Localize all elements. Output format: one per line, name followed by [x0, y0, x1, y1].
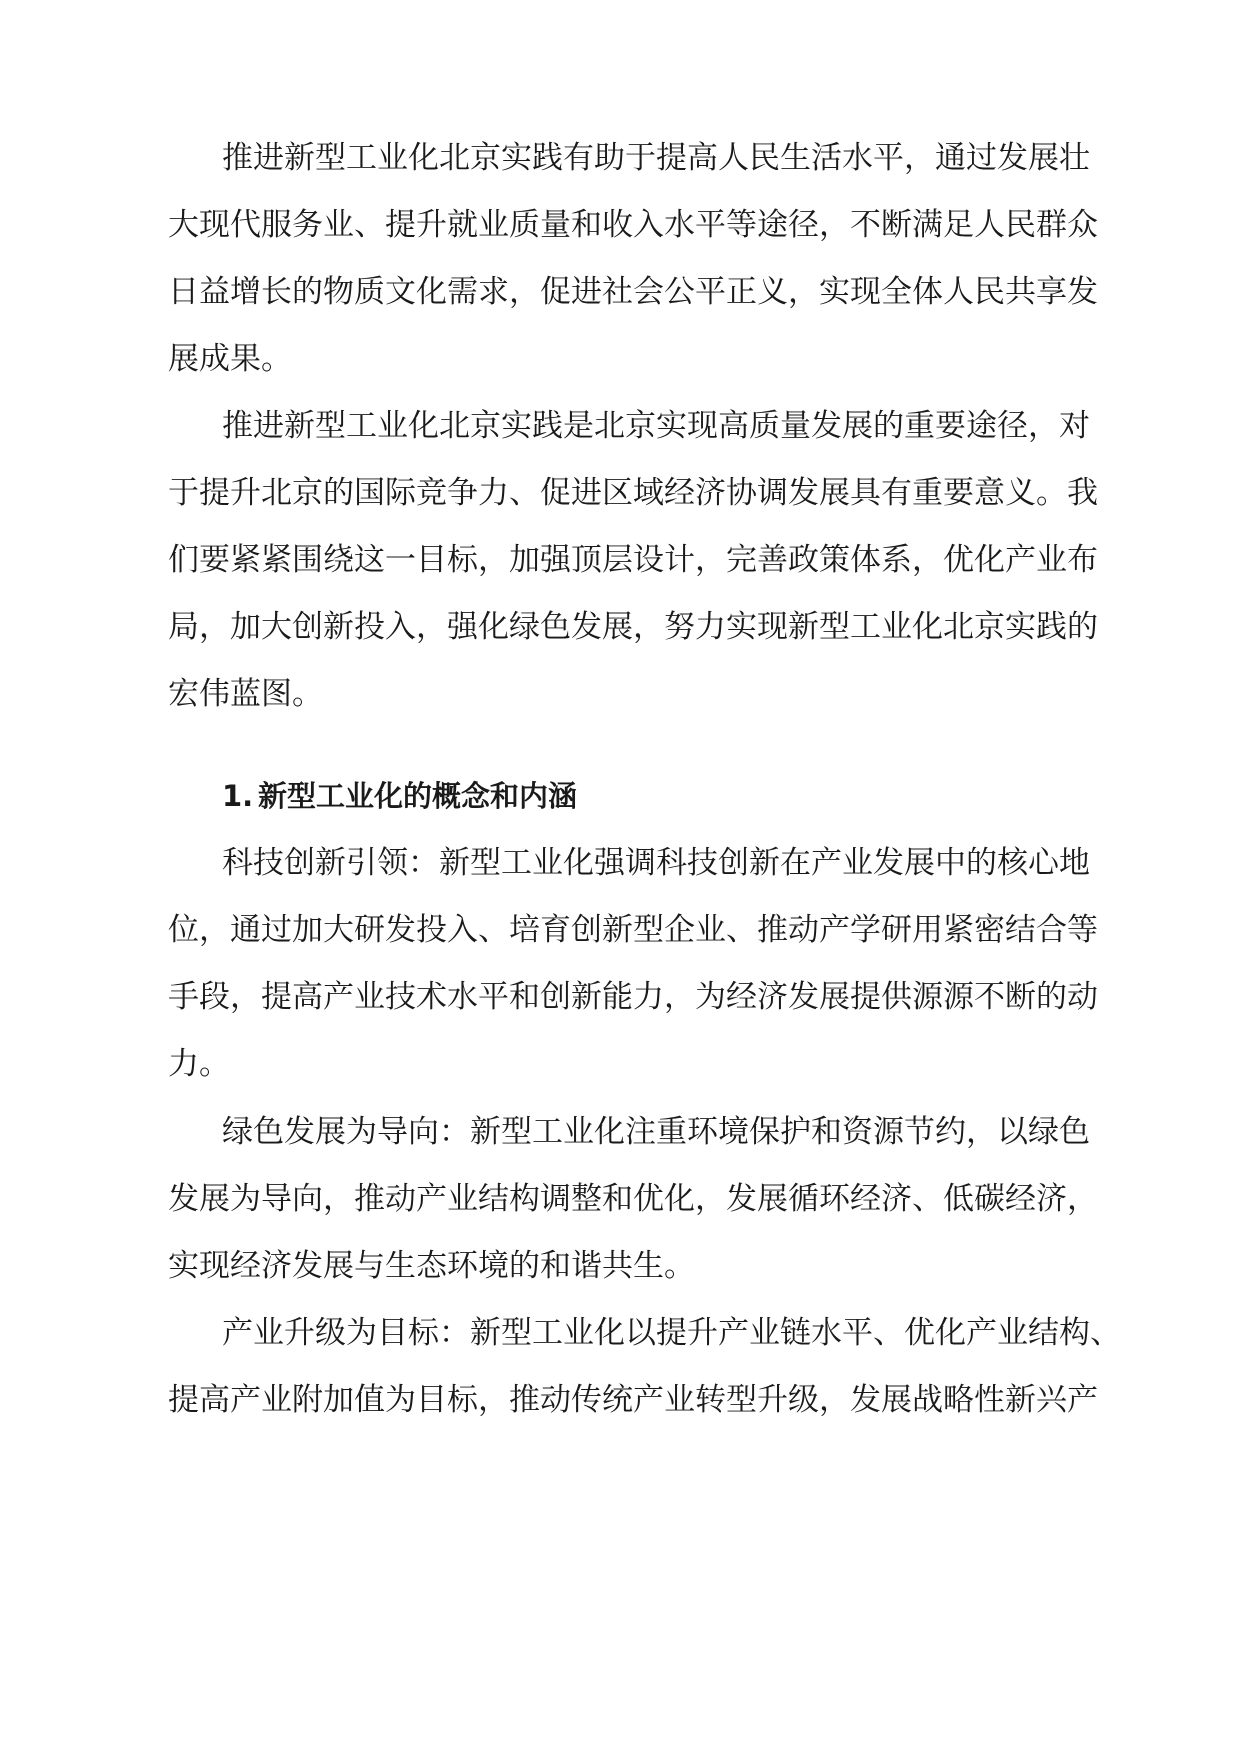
paragraph-line: 产业升级为目标：新型工业化以提升产业链水平、优化产业结构、 — [222, 1315, 1121, 1351]
paragraph-line: 们要紧紧围绕这一目标，加强顶层设计，完善政策体系，优化产业布 — [168, 542, 1098, 578]
paragraph-line: 力。 — [168, 1046, 230, 1082]
paragraph-line: 科技创新引领：新型工业化强调科技创新在产业发展中的核心地 — [222, 845, 1090, 881]
paragraph-line: 大现代服务业、提升就业质量和收入水平等途径，不断满足人民群众 — [168, 207, 1098, 243]
paragraph-line: 展成果。 — [168, 341, 292, 377]
paragraph-line: 发展为导向，推动产业结构调整和优化，发展循环经济、低碳经济， — [168, 1181, 1098, 1217]
paragraph-line: 宏伟蓝图。 — [168, 676, 323, 712]
paragraph-line: 推进新型工业化北京实践是北京实现高质量发展的重要途径，对 — [222, 408, 1090, 444]
paragraph-line: 绿色发展为导向：新型工业化注重环境保护和资源节约，以绿色 — [222, 1114, 1090, 1150]
paragraph-line: 手段，提高产业技术水平和创新能力，为经济发展提供源源不断的动 — [168, 979, 1098, 1015]
paragraph-line: 局，加大创新投入，强化绿色发展，努力实现新型工业化北京实践的 — [168, 609, 1098, 645]
section-title: 新型工业化的概念和内涵 — [258, 779, 578, 813]
paragraph-line: 实现经济发展与生态环境的和谐共生。 — [168, 1248, 695, 1284]
paragraph-line: 位，通过加大研发投入、培育创新型企业、推动产学研用紧密结合等 — [168, 912, 1098, 948]
paragraph-line: 推进新型工业化北京实践有助于提高人民生活水平，通过发展壮 — [222, 140, 1090, 176]
section-number: 1. — [222, 779, 254, 813]
paragraph-line: 日益增长的物质文化需求，促进社会公平正义，实现全体人民共享发 — [168, 274, 1098, 310]
paragraph-line: 提高产业附加值为目标，推动传统产业转型升级，发展战略性新兴产 — [168, 1382, 1098, 1418]
paragraph-line: 于提升北京的国际竞争力、促进区域经济协调发展具有重要意义。我 — [168, 475, 1098, 511]
